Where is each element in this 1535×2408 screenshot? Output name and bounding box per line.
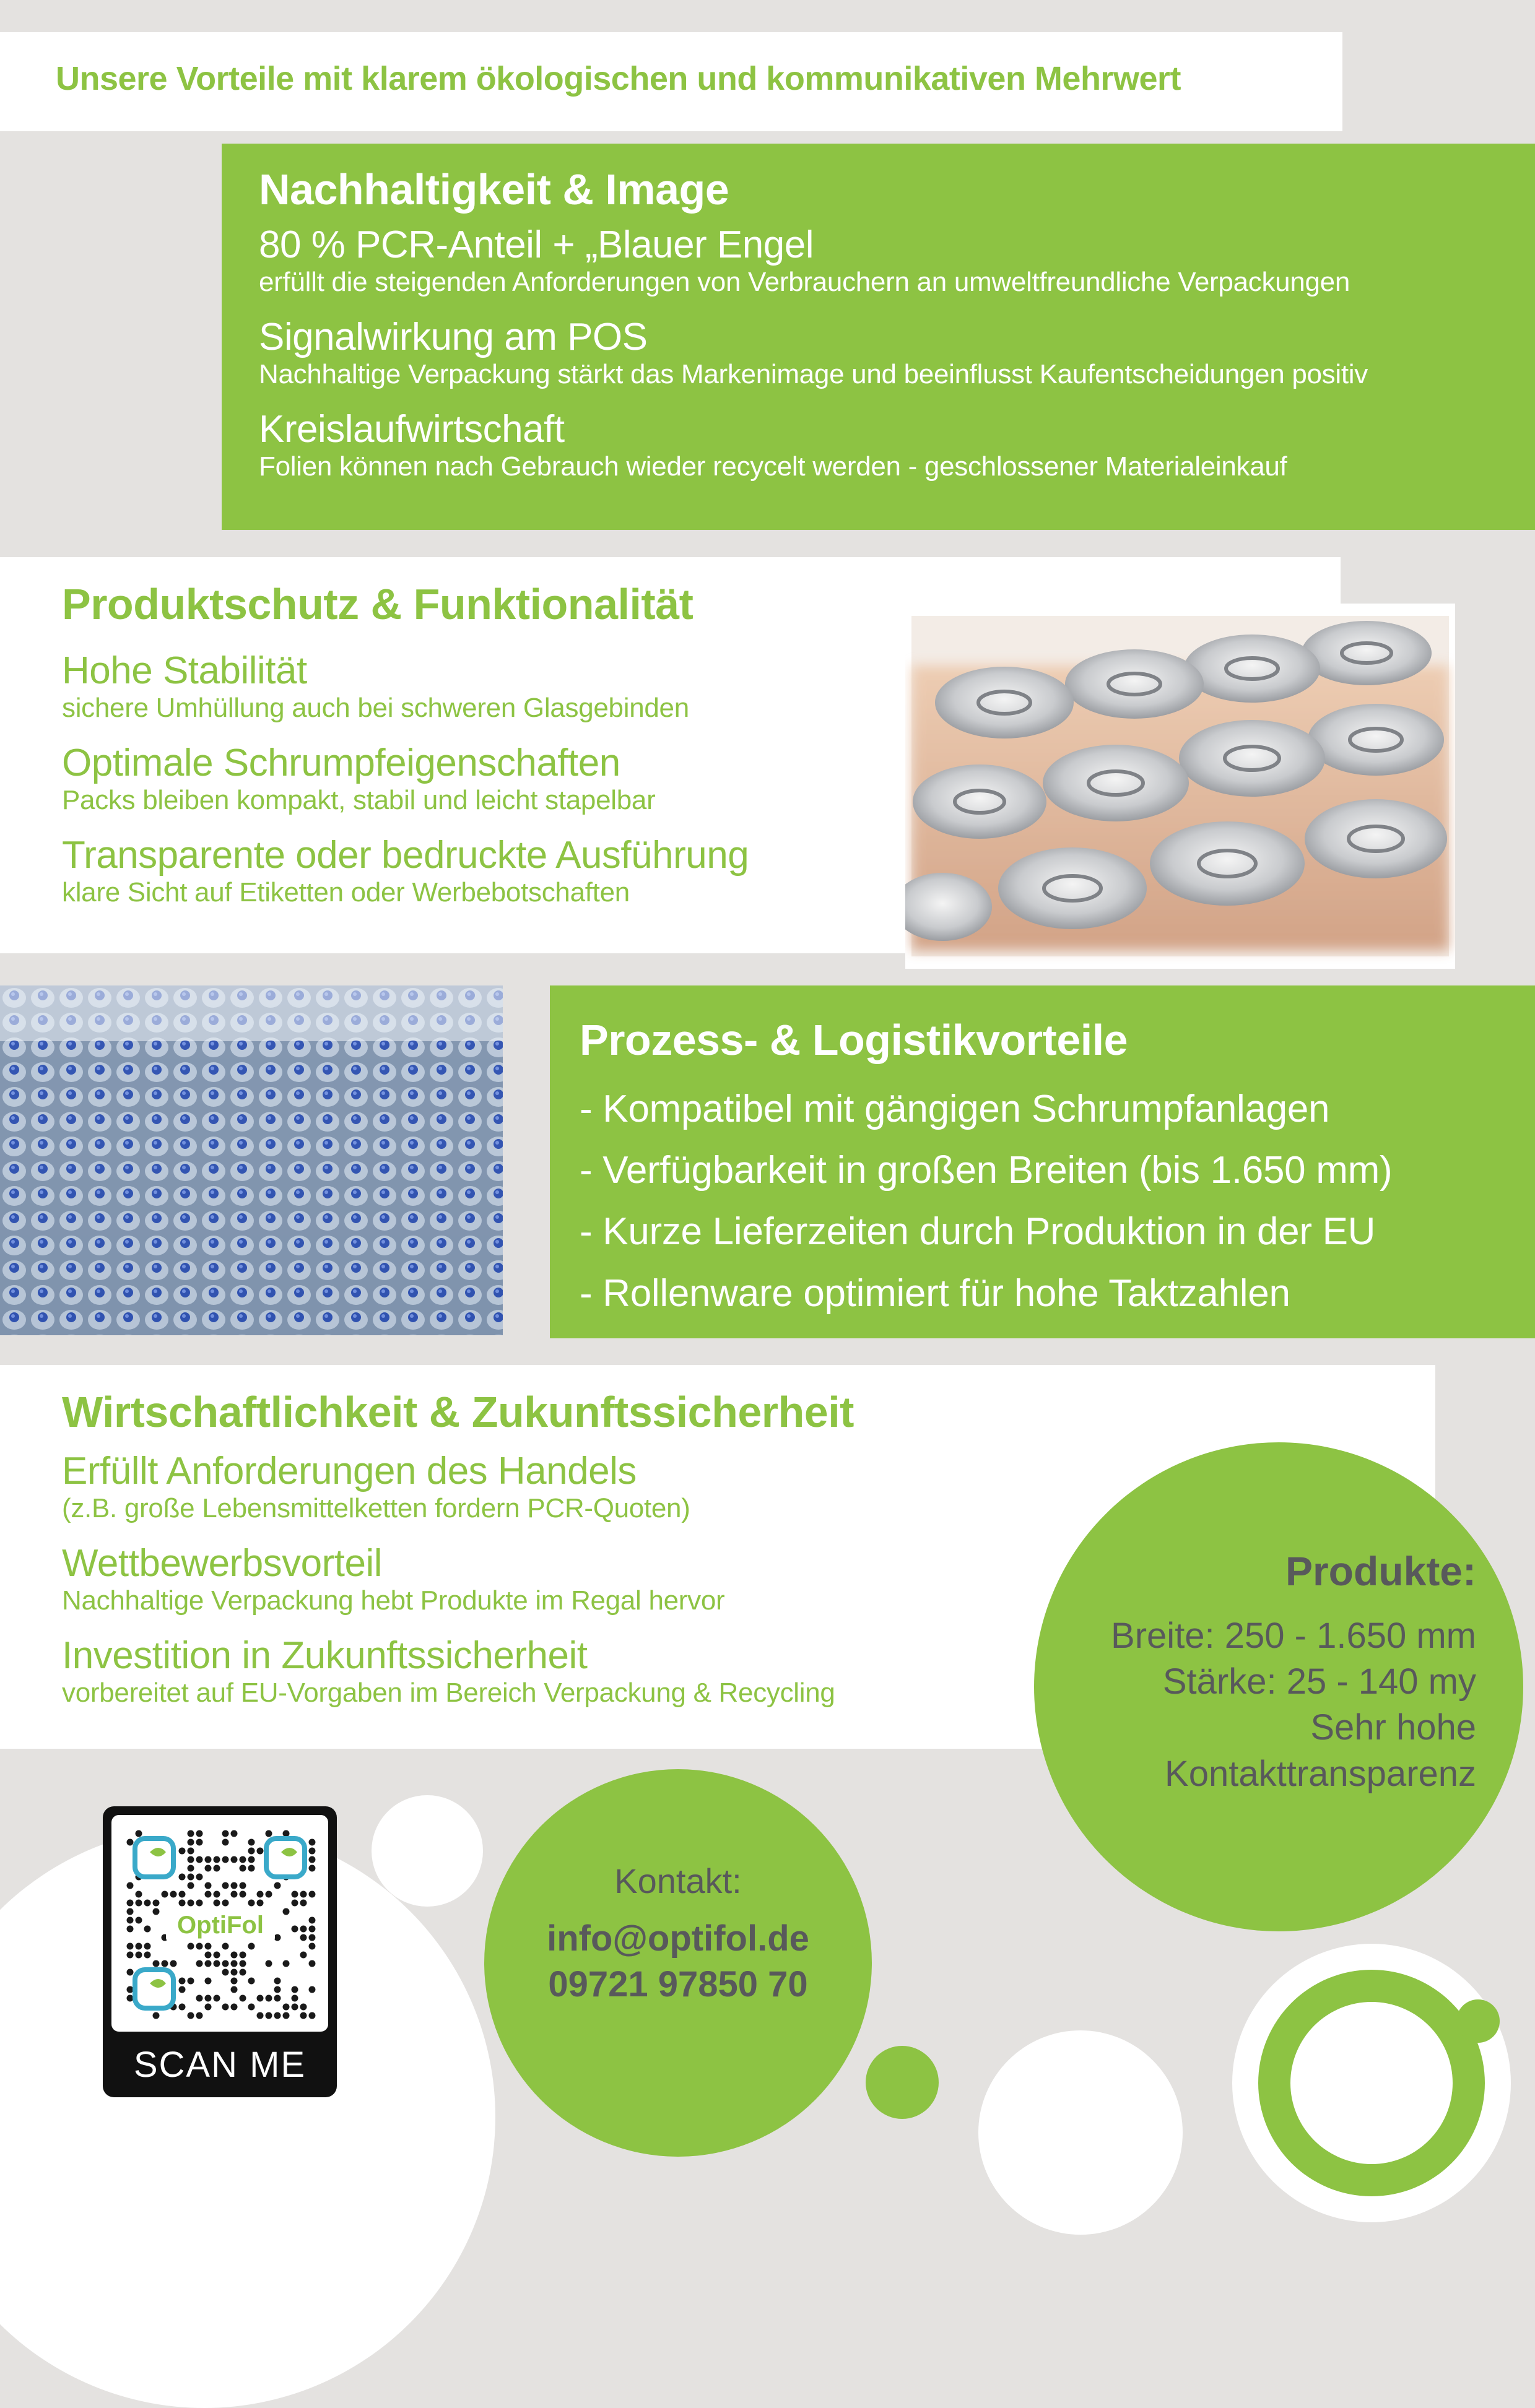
list-item-sub: Packs bleiben kompakt, stabil und leicht stapelbar bbox=[62, 785, 656, 816]
qr-dot bbox=[231, 1856, 238, 1863]
qr-dot bbox=[179, 1978, 186, 1985]
qr-dot bbox=[300, 1952, 307, 1959]
qr-dot bbox=[292, 1926, 298, 1933]
qr-dot bbox=[127, 1943, 134, 1950]
qr-dot bbox=[292, 2004, 298, 2011]
qr-dot bbox=[136, 1830, 142, 1837]
qr-dot bbox=[274, 1882, 281, 1889]
process-section bbox=[550, 985, 1535, 1338]
qr-dot bbox=[196, 1856, 203, 1863]
qr-dot bbox=[231, 1830, 238, 1837]
qr-dot bbox=[179, 1900, 186, 1907]
contact-circle bbox=[484, 1769, 872, 2157]
qr-dot bbox=[240, 1882, 246, 1889]
qr-dot bbox=[248, 1856, 255, 1863]
product-feature: Kontakttransparenz bbox=[1165, 1753, 1476, 1794]
list-item-title: Optimale Schrumpfeigenschaften bbox=[62, 741, 620, 784]
qr-dot bbox=[266, 1995, 272, 2002]
products-heading: Produkte: bbox=[1285, 1548, 1476, 1594]
qr-dot bbox=[248, 1839, 255, 1846]
qr-dot bbox=[231, 2004, 238, 2011]
qr-cta[interactable]: SCAN ME bbox=[133, 2045, 307, 2085]
qr-dot bbox=[127, 1900, 134, 1907]
qr-dot bbox=[240, 1891, 246, 1898]
protection-list bbox=[62, 650, 898, 927]
qr-dot bbox=[309, 1865, 316, 1872]
qr-dot bbox=[222, 1900, 229, 1907]
list-item: - Verfügbarkeit in großen Breiten (bis 1.650 mm) bbox=[580, 1149, 1393, 1192]
qr-dot bbox=[162, 1891, 168, 1898]
qr-dot bbox=[231, 1960, 238, 1967]
qr-dot bbox=[309, 2012, 316, 2019]
protection-heading: Produktschutz & Funktionalität bbox=[62, 580, 694, 628]
qr-dot bbox=[292, 1995, 298, 2002]
qr-dot bbox=[127, 1917, 134, 1924]
cans-photo bbox=[905, 604, 1455, 969]
qr-dot bbox=[188, 1839, 194, 1846]
process-list bbox=[580, 1078, 1392, 1324]
economy-list bbox=[62, 1450, 1053, 1727]
contact-phone[interactable]: 09721 97850 70 bbox=[548, 1964, 808, 2004]
qr-dot bbox=[309, 1917, 316, 1924]
qr-dot bbox=[136, 1943, 142, 1950]
contact-email[interactable]: info@optifol.de bbox=[547, 1918, 809, 1959]
qr-code[interactable] bbox=[111, 1815, 328, 2032]
deco-circle bbox=[372, 1795, 483, 1907]
qr-dot bbox=[205, 1882, 212, 1889]
bottles-image bbox=[0, 985, 503, 1335]
qr-dot bbox=[205, 1978, 212, 1985]
qr-dot bbox=[300, 1934, 307, 1941]
qr-dot bbox=[144, 1900, 151, 1907]
qr-dot bbox=[196, 1830, 203, 1837]
qr-dot bbox=[248, 1865, 255, 1872]
qr-brand-logo: OptiFol bbox=[177, 1912, 264, 1939]
qr-dot bbox=[188, 1943, 194, 1950]
qr-dot bbox=[240, 1995, 246, 2002]
qr-dot bbox=[309, 1839, 316, 1846]
qr-dot bbox=[309, 1986, 316, 1993]
qr-dot bbox=[196, 1839, 203, 1846]
product-feature: Sehr hohe bbox=[1310, 1707, 1476, 1748]
qr-dot bbox=[153, 1960, 160, 1967]
economy-heading: Wirtschaftlichkeit & Zukunftssicherheit bbox=[62, 1388, 854, 1436]
qr-dot bbox=[144, 1952, 151, 1959]
list-item-title: Hohe Stabilität bbox=[62, 649, 307, 692]
qr-dot bbox=[127, 1882, 134, 1889]
qr-card[interactable] bbox=[103, 1806, 337, 2097]
qr-dot bbox=[309, 1891, 316, 1898]
list-item-sub: vorbereitet auf EU-Vorgaben im Bereich Verpackung & Recycling bbox=[62, 1678, 835, 1709]
contact-label: Kontakt: bbox=[614, 1861, 742, 1900]
qr-dot bbox=[231, 1986, 238, 1993]
list-item-sub: erfüllt die steigenden Anforderungen von Verbrauchern an umweltfreundliche Verpackungen bbox=[259, 267, 1350, 298]
qr-dot bbox=[127, 1908, 134, 1915]
qr-dot bbox=[283, 2012, 290, 2019]
qr-dot bbox=[292, 1900, 298, 1907]
qr-dot bbox=[205, 2004, 212, 2011]
list-item-sub: Folien können nach Gebrauch wieder recycelt werden - geschlossener Materialeinkauf bbox=[259, 451, 1287, 482]
qr-dot bbox=[188, 1856, 194, 1863]
header-bar bbox=[0, 32, 1342, 131]
qr-dot bbox=[257, 2012, 264, 2019]
qr-dot bbox=[257, 1995, 264, 2002]
qr-dot bbox=[222, 1969, 229, 1976]
qr-dot bbox=[283, 1960, 290, 1967]
qr-dot bbox=[300, 1891, 307, 1898]
qr-dot bbox=[188, 1848, 194, 1855]
list-item-title: 80 % PCR-Anteil + „Blauer Engel bbox=[259, 223, 814, 266]
qr-dot bbox=[283, 1830, 290, 1837]
qr-dot bbox=[127, 1952, 134, 1959]
deco-circle bbox=[978, 2030, 1183, 2235]
qr-dot bbox=[274, 1978, 281, 1985]
list-item-sub: (z.B. große Lebensmittelketten fordern PCR-Quoten) bbox=[62, 1493, 690, 1524]
list-item-title: Transparente oder bedruckte Ausführung bbox=[62, 833, 749, 877]
deco-circle bbox=[1456, 1999, 1500, 2043]
qr-dot bbox=[205, 1943, 212, 1950]
qr-dot bbox=[153, 2012, 160, 2019]
qr-dot bbox=[170, 1960, 177, 1967]
list-item: - Rollenware optimiert für hohe Taktzahlen bbox=[580, 1271, 1290, 1315]
list-item: - Kurze Lieferzeiten durch Produktion in der EU bbox=[580, 1210, 1376, 1254]
qr-dot bbox=[144, 1943, 151, 1950]
qr-dot bbox=[196, 1900, 203, 1907]
list-item-sub: Nachhaltige Verpackung hebt Produkte im Regal hervor bbox=[62, 1585, 725, 1616]
cans-image bbox=[905, 604, 1455, 969]
qr-dot bbox=[205, 1891, 212, 1898]
qr-dot bbox=[240, 1865, 246, 1872]
qr-dot bbox=[257, 1891, 264, 1898]
page-title: Unsere Vorteile mit klarem ökologischen und kommunikativen Mehrwert bbox=[56, 60, 1181, 97]
qr-dot bbox=[214, 1865, 220, 1872]
products-circle bbox=[1034, 1442, 1523, 1931]
qr-pattern bbox=[111, 1815, 328, 2032]
bottles-photo bbox=[0, 985, 503, 1335]
qr-dot bbox=[222, 1830, 229, 1837]
deco-circle bbox=[1290, 2002, 1453, 2164]
qr-dot bbox=[188, 1830, 194, 1837]
qr-dot bbox=[179, 1891, 186, 1898]
qr-dot bbox=[231, 1952, 238, 1959]
qr-dot bbox=[214, 1900, 220, 1907]
qr-dot bbox=[283, 1908, 290, 1915]
qr-dot bbox=[188, 1865, 194, 1872]
qr-dot bbox=[222, 1856, 229, 1863]
qr-dot bbox=[144, 1926, 151, 1933]
qr-dot bbox=[214, 1960, 220, 1967]
qr-dot bbox=[309, 1856, 316, 1863]
sustainability-heading: Nachhaltigkeit & Image bbox=[259, 165, 729, 214]
qr-dot bbox=[222, 1960, 229, 1967]
list-item-sub: Nachhaltige Verpackung stärkt das Markenimage und beeinflusst Kaufentscheidungen positiv bbox=[259, 359, 1368, 390]
qr-dot bbox=[257, 1900, 264, 1907]
qr-dot bbox=[214, 1995, 220, 2002]
qr-dot bbox=[300, 2012, 307, 2019]
list-item-title: Kreislaufwirtschaft bbox=[259, 407, 565, 451]
qr-dot bbox=[162, 1960, 168, 1967]
qr-dot bbox=[266, 1891, 272, 1898]
qr-dot bbox=[179, 2004, 186, 2011]
qr-dot bbox=[257, 1848, 264, 1855]
qr-dot bbox=[300, 2004, 307, 2011]
qr-dot bbox=[231, 1882, 238, 1889]
qr-dot bbox=[214, 1952, 220, 1959]
qr-dot bbox=[266, 1830, 272, 1837]
qr-dot bbox=[292, 1891, 298, 1898]
qr-dot bbox=[231, 1891, 238, 1898]
qr-dot bbox=[274, 2012, 281, 2019]
list-item-title: Wettbewerbsvorteil bbox=[62, 1541, 383, 1585]
products-details bbox=[1111, 1613, 1476, 1797]
qr-dot bbox=[170, 1891, 177, 1898]
qr-dot bbox=[248, 1848, 255, 1855]
sustainability-section bbox=[222, 144, 1535, 530]
qr-dot bbox=[240, 1969, 246, 1976]
qr-dot bbox=[188, 1874, 194, 1881]
list-item-sub: klare Sicht auf Etiketten oder Werbebotschaften bbox=[62, 877, 630, 908]
qr-dot bbox=[231, 1969, 238, 1976]
list-item-title: Investition in Zukunftssicherheit bbox=[62, 1634, 588, 1677]
qr-dot bbox=[127, 1926, 134, 1933]
sustainability-list bbox=[259, 224, 1522, 501]
qr-dot bbox=[266, 2012, 272, 2019]
qr-dot bbox=[188, 1978, 194, 1985]
qr-dot bbox=[153, 1908, 160, 1915]
qr-dot bbox=[205, 1865, 212, 1872]
qr-dot bbox=[188, 1882, 194, 1889]
qr-dot bbox=[188, 1900, 194, 1907]
qr-dot bbox=[240, 1952, 246, 1959]
product-thickness: Stärke: 25 - 140 my bbox=[1162, 1661, 1476, 1702]
qr-dot bbox=[179, 1874, 186, 1881]
qr-dot bbox=[196, 1874, 203, 1881]
product-width: Breite: 250 - 1.650 mm bbox=[1111, 1616, 1476, 1656]
qr-dot bbox=[136, 1891, 142, 1898]
qr-dot bbox=[309, 1934, 316, 1941]
qr-dot bbox=[179, 1986, 186, 1993]
qr-dot bbox=[300, 1900, 307, 1907]
qr-dot bbox=[196, 1995, 203, 2002]
qr-dot bbox=[292, 1986, 298, 1993]
qr-dot bbox=[153, 1900, 160, 1907]
qr-dot bbox=[248, 2004, 255, 2011]
list-item-sub: sichere Umhüllung auch bei schweren Glasgebinden bbox=[62, 693, 689, 724]
qr-dot bbox=[136, 1900, 142, 1907]
qr-dot bbox=[205, 1952, 212, 1959]
process-heading: Prozess- & Logistikvorteile bbox=[580, 1016, 1128, 1064]
qr-dot bbox=[274, 1934, 281, 1941]
qr-dot bbox=[179, 1848, 186, 1855]
qr-dot bbox=[248, 1978, 255, 1985]
qr-dot bbox=[248, 1900, 255, 1907]
qr-dot bbox=[274, 1995, 281, 2002]
qr-dot bbox=[309, 1943, 316, 1950]
qr-dot bbox=[222, 1839, 229, 1846]
qr-dot bbox=[283, 2004, 290, 2011]
qr-dot bbox=[127, 1995, 134, 2002]
qr-dot bbox=[214, 1891, 220, 1898]
qr-dot bbox=[309, 1926, 316, 1933]
qr-dot bbox=[274, 1986, 281, 1993]
qr-dot bbox=[214, 1856, 220, 1863]
qr-dot bbox=[127, 1839, 134, 1846]
qr-dot bbox=[222, 2004, 229, 2011]
deco-circle bbox=[866, 2046, 939, 2119]
list-item-title: Signalwirkung am POS bbox=[259, 315, 648, 358]
list-item-title: Erfüllt Anforderungen des Handels bbox=[62, 1450, 637, 1492]
qr-dot bbox=[240, 1856, 246, 1863]
qr-dot bbox=[222, 1943, 229, 1950]
qr-dot bbox=[127, 1969, 134, 1976]
qr-dot bbox=[309, 1848, 316, 1855]
qr-dot bbox=[196, 1943, 203, 1950]
qr-dot bbox=[188, 2012, 194, 2019]
qr-dot bbox=[205, 1960, 212, 1967]
qr-dot bbox=[196, 1960, 203, 1967]
qr-dot bbox=[127, 1986, 134, 1993]
qr-dot bbox=[196, 2012, 203, 2019]
qr-dot bbox=[300, 1926, 307, 1933]
qr-dot bbox=[240, 1960, 246, 1967]
qr-dot bbox=[309, 1960, 316, 1967]
qr-dot bbox=[136, 1917, 142, 1924]
list-item: - Kompatibel mit gängigen Schrumpfanlagen bbox=[580, 1088, 1330, 1130]
qr-dot bbox=[231, 1978, 238, 1985]
qr-dot bbox=[205, 1856, 212, 1863]
qr-dot bbox=[136, 1952, 142, 1959]
qr-dot bbox=[205, 1995, 212, 2002]
qr-dot bbox=[248, 1943, 255, 1950]
qr-dot bbox=[222, 1882, 229, 1889]
qr-dot bbox=[266, 1960, 272, 1967]
